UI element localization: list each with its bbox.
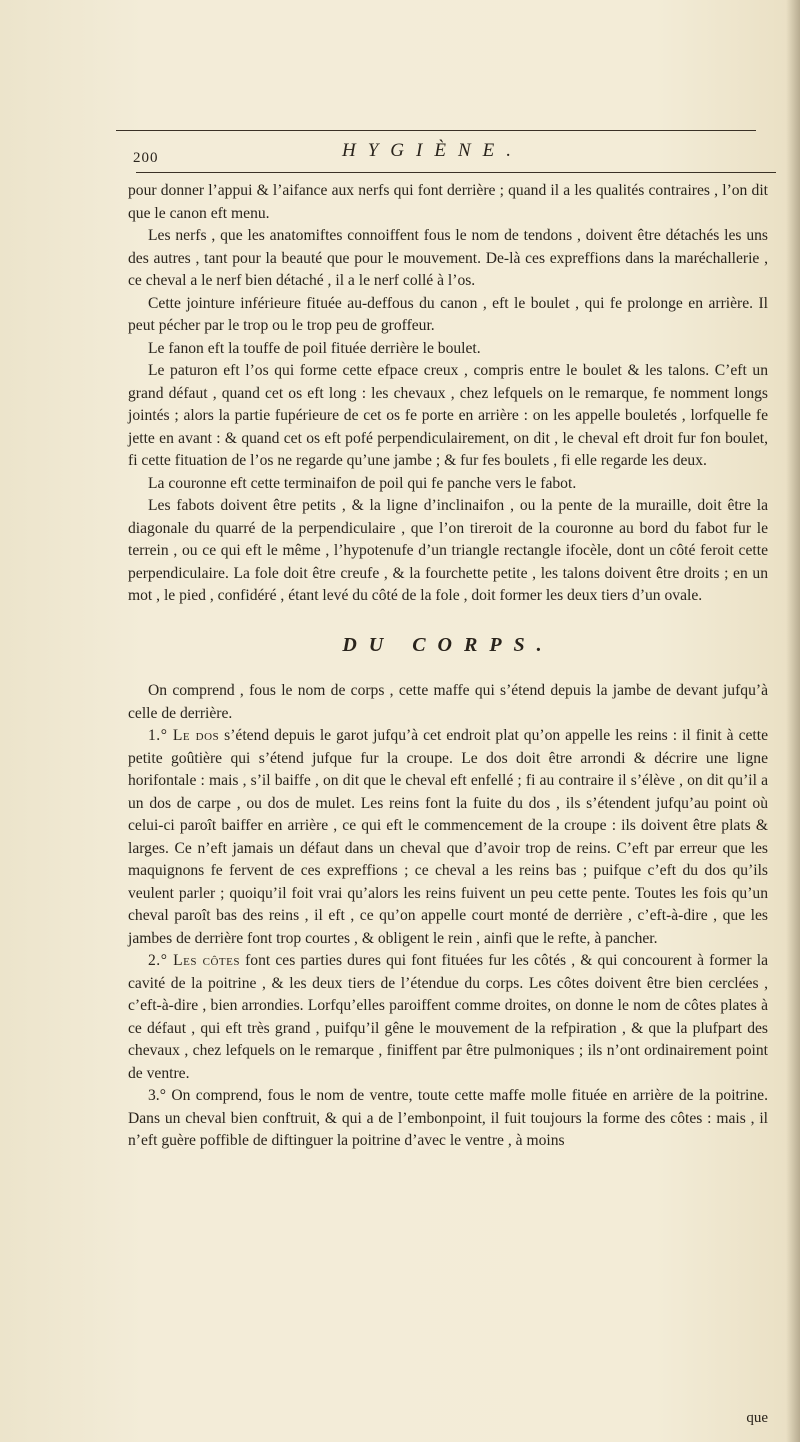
paragraph-text: , toute cette maffe molle fituée en arrière de la poitrine. Dans un cheval bien conftruit, & qui a de l’embonpoint, il fuit toujours la forme des côtes : mais , il n’eft guère poffible de diftinguer la poitrine d’avec le ventre , à moins xyxy=(128,1087,768,1149)
paragraph: Les fabots doivent être petits , & la ligne d’inclinaifon , ou la pente de la muraille, doit être la diagonale du quarré de la perpendiculaire , que l’on tireroit de la couronne au bord du fabot fur le terrein , ou ce qui eft le même , l’hypotenufe d’un triangle rectangle ifocèle, dont un côté feroit cette perpendiculaire. La fole doit être creufe , & la fourchette petite , les talons doivent être droits ; en un mot , le pied , confidéré , étant levé du côté de la fole , doit former les deux tiers d’un ovale. xyxy=(128,497,768,604)
paragraph-lead: 2.° Les côtes xyxy=(148,952,240,969)
paragraph xyxy=(128,680,768,725)
paragraph-text: font ces parties dures qui font fituées fur les côtés , & qui concourent à former la cavité de la poitrine , & les deux tiers de l’étendue du corps. Les côtes doivent être bien cerclées , c’eft-à-dire , bien arrondies. Lorfqu’elles paroiffent comme droites, on donne le nom de côtes plates à ce défaut , qui eft très grand , puifqu’il gêne le mouvement de la refpiration , & que la plufpart des chevaux , chez lefquels on le remarque , finiffent par être pulmoniques ; ils n’ont ordinairement point de ventre. xyxy=(128,952,768,1082)
catchword: que xyxy=(746,1410,768,1426)
body-text xyxy=(128,180,768,1153)
paragraph-lead: 3.° On comprend, fous le nom de ventre xyxy=(148,1087,409,1104)
paragraph: Cette jointure inférieure fituée au-deffous du canon , eft le boulet , qui fe prolonge en arrière. Il peut pécher par le trop ou le trop peu de groffeur. xyxy=(128,294,768,334)
header-rule-bottom xyxy=(136,172,776,173)
paragraph-text: s’étend depuis le garot jufqu’à cet endroit plat qu’on appelle les reins : il finit à cette petite goûtière qui s’étend jufque fur la croupe. Le dos doit être arrondi & décrire une ligne horifontale : mais , s’il baiffe , on dit que le cheval eft enfellé ; fi au contraire il s’élève , on dit qu’il a un dos de carpe , ou dos de mulet. Les reins font la fuite du dos , ils s’étendent jufqu’au point où celui-ci paroît baiffer en arrière , ce qui eft le commencement de la croupe : ils doivent être plats & larges. Ce n’eft jamais un défaut dans un cheval que d’avoir trop de reins. C’eft par erreur que les maquignons fe fervent de ces expreffions ; ce cheval a les reins bas ; puifque c’eft du dos qu’ils veulent parler ; quoiqu’il foit vrai qu’alors les reins fuivent un peu cette pente. Toutes les fois qu’un cheval paroît bas des reins , il eft , ce qu’on appelle court monté de derrière , c’eft-à-dire , que les jambes de derrière font trop courtes , & obligent le rein , ainfi que le refte, à pancher. xyxy=(128,727,768,947)
paragraph xyxy=(128,950,768,1085)
paragraph: Le paturon eft l’os qui forme cette efpace creux , compris entre le boulet & les talons. C’eft un grand défaut , quand cet os eft long : les chevaux , chez lefquels on le remarque, fe nomment longs jointés ; alors la partie fupérieure de cet os fe porte en arrière : on les appelle bouletés , lorfquelle fe jette en avant : & quand cet os eft pofé perpendiculairement, on dit , le cheval eft droit fur fon boulet, fi cette fituation de l’os ne regarde qu’une jambe ; & fur fes boulets , fi elle regarde les deux. xyxy=(128,362,768,469)
paragraph: Les nerfs , que les anatomiftes connoiffent fous le nom de tendons , doivent être détachés les uns des autres , tant pour la beauté que pour le mouvement. De-là ces expreffions dans la maréchallerie , ce cheval a le nerf bien détaché , il a le nerf collé à l’os. xyxy=(128,227,768,289)
paragraph: pour donner l’appui & l’aifance aux nerfs qui font derrière ; quand il a les qualités contraires , l’on dit que le canon eft menu. xyxy=(128,182,768,222)
page-number: 200 xyxy=(133,150,159,166)
paragraph: Le fanon eft la touffe de poil fituée derrière le boulet. xyxy=(148,339,481,357)
paragraph xyxy=(128,1085,768,1153)
page-edge-shadow xyxy=(786,0,800,1442)
header-rule-top xyxy=(116,130,756,131)
section-heading: DU CORPS. xyxy=(342,633,554,656)
paragraph xyxy=(128,725,768,950)
paragraph-lead: 1.° Le dos xyxy=(148,727,220,744)
running-head: HYGIÈNE. xyxy=(342,140,523,161)
paragraph: La couronne eft cette terminaifon de poil qui fe panche vers le fabot. xyxy=(148,474,577,492)
paragraph-text: On comprend , fous le nom de corps , cette maffe qui s’étend depuis la jambe de devant jufqu’à celle de derrière. xyxy=(128,682,768,722)
